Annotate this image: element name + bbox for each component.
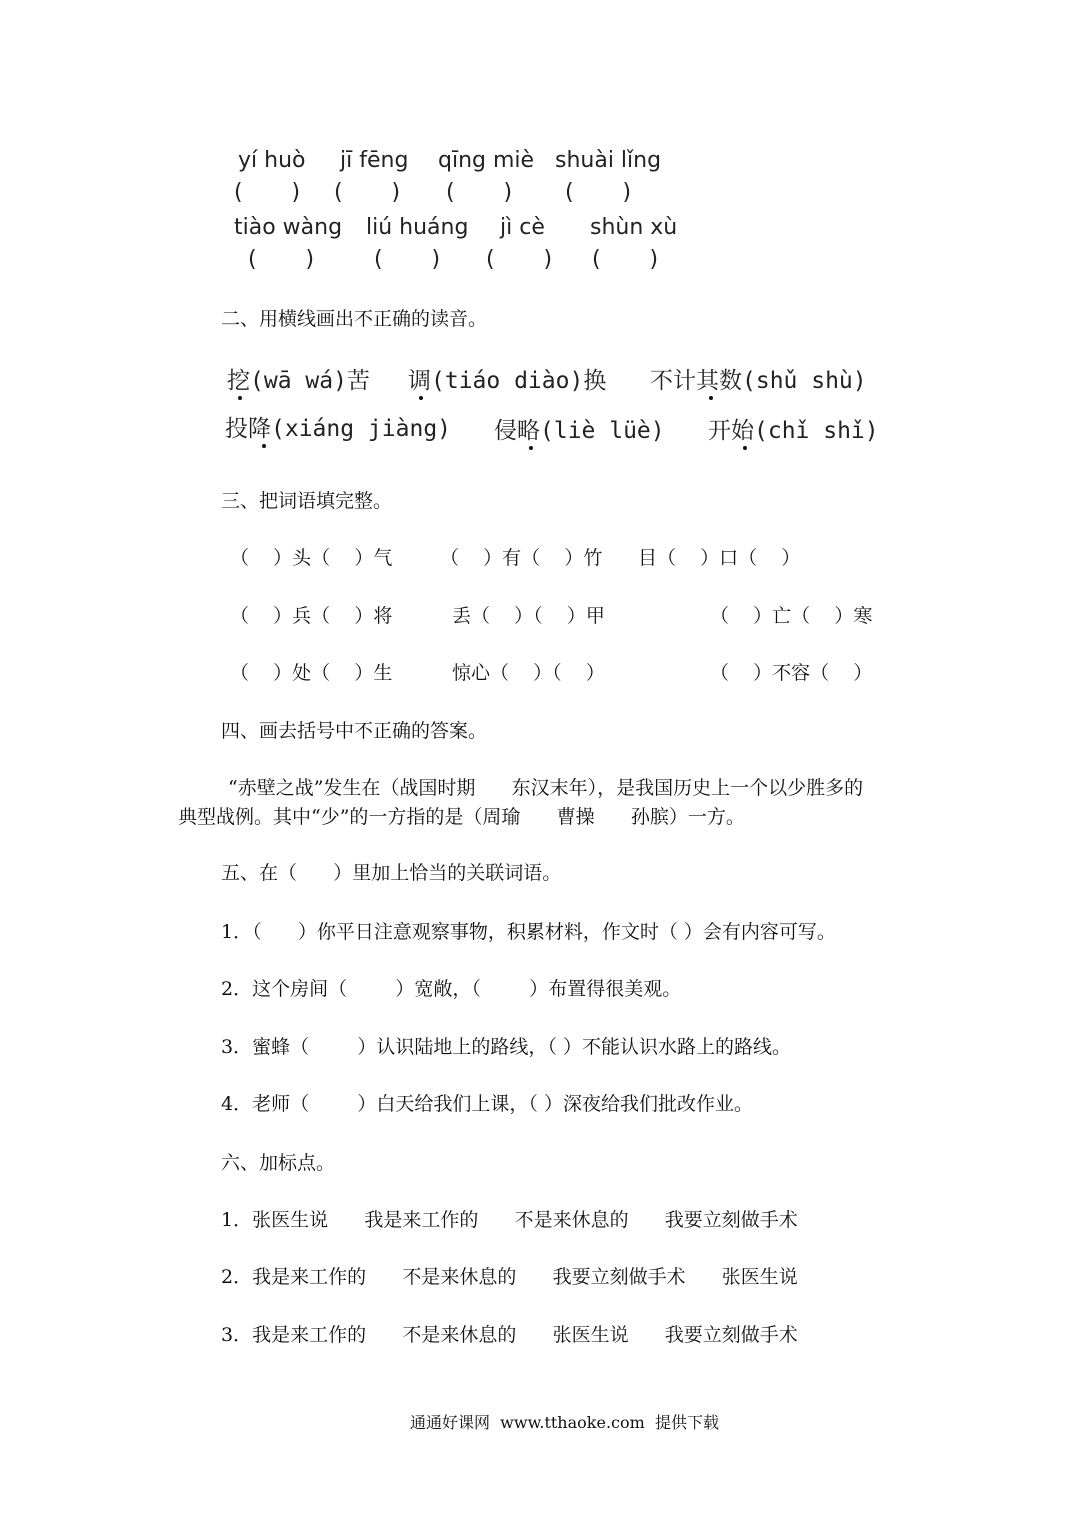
idiom-blank: 丢（ ）（ ）甲: [452, 605, 605, 627]
emphasis-dot: [262, 444, 266, 448]
reading-item: 投降(xiáng jiàng): [225, 416, 452, 442]
answer-blank: ( ): [374, 247, 441, 272]
answer-blank: ( ): [565, 180, 632, 205]
answer-blank: ( ): [248, 247, 315, 272]
section-heading: 四、画去括号中不正确的答案。: [221, 720, 488, 742]
answer-blank: ( ): [446, 180, 513, 205]
answer-blank: ( ): [234, 180, 301, 205]
question-item: 2．我是来工作的 不是来休息的 我要立刻做手术 张医生说: [221, 1266, 798, 1288]
reading-item: 调(tiáo diào)换: [408, 368, 607, 394]
idiom-blank: （ ）不容（ ）: [710, 662, 873, 684]
paragraph-line: 典型战例。其中“少”的一方指的是（周瑜 曹操 孙膑）一方。: [178, 806, 745, 828]
pinyin-word: tiào wàng: [234, 215, 343, 240]
idiom-blank: 目（ ）口（ ）: [638, 547, 801, 569]
emphasis-dot: [238, 396, 242, 400]
question-item: 1．张医生说 我是来工作的 不是来休息的 我要立刻做手术: [221, 1209, 798, 1231]
question-item: 3．我是来工作的 不是来休息的 张医生说 我要立刻做手术: [221, 1324, 798, 1346]
reading-item: 侵略(liè lüè): [494, 418, 665, 444]
idiom-blank: （ ）亡（ ）寒: [710, 605, 873, 627]
pinyin-word: liú huáng: [366, 215, 469, 240]
pinyin-word: shùn xù: [590, 215, 678, 240]
idiom-blank: （ ）处（ ）生: [230, 662, 393, 684]
section-heading: 六、加标点。: [221, 1152, 336, 1174]
reading-item: 挖(wā wá)苦: [227, 368, 370, 394]
pinyin-word: qīng miè: [438, 148, 535, 173]
pinyin-word: jì cè: [500, 215, 545, 240]
answer-blank: ( ): [334, 180, 401, 205]
emphasis-dot: [743, 446, 747, 450]
answer-blank: ( ): [486, 247, 553, 272]
idiom-blank: （ ）头（ ）气: [230, 547, 393, 569]
pinyin-word: jī fēng: [340, 148, 409, 173]
question-item: 3．蜜蜂（ ）认识陆地上的路线，（ ）不能认识水路上的路线。: [221, 1036, 791, 1058]
paragraph-line: “赤壁之战”发生在（战国时期 东汉末年），是我国历史上一个以少胜多的: [228, 777, 864, 799]
question-item: 2．这个房间（ ）宽敞，（ ）布置得很美观。: [221, 978, 682, 1000]
emphasis-dot: [529, 446, 533, 450]
idiom-blank: （ ）兵（ ）将: [230, 605, 393, 627]
page-footer: 通通好课网 www.tthaoke.com 提供下载: [410, 1413, 719, 1432]
idiom-blank: 惊心（ ）（ ）: [452, 662, 605, 684]
reading-item: 开始(chǐ shǐ): [708, 418, 879, 444]
reading-item: 不计其数(shǔ shù): [650, 368, 867, 394]
emphasis-dot: [709, 396, 713, 400]
pinyin-word: shuài lǐng: [555, 148, 662, 173]
emphasis-dot: [419, 396, 423, 400]
idiom-blank: （ ）有（ ）竹: [440, 547, 603, 569]
section-heading: 五、在（ ）里加上恰当的关联词语。: [221, 862, 562, 884]
pinyin-word: yí huò: [238, 148, 306, 173]
answer-blank: ( ): [592, 247, 659, 272]
section-heading: 三、把词语填完整。: [221, 490, 393, 512]
question-item: 1．（ ）你平日注意观察事物，积累材料，作文时（ ）会有内容可写。: [221, 921, 836, 943]
section-heading: 二、用横线画出不正确的读音。: [221, 308, 488, 330]
question-item: 4．老师（ ）白天给我们上课，（ ）深夜给我们批改作业。: [221, 1093, 753, 1115]
